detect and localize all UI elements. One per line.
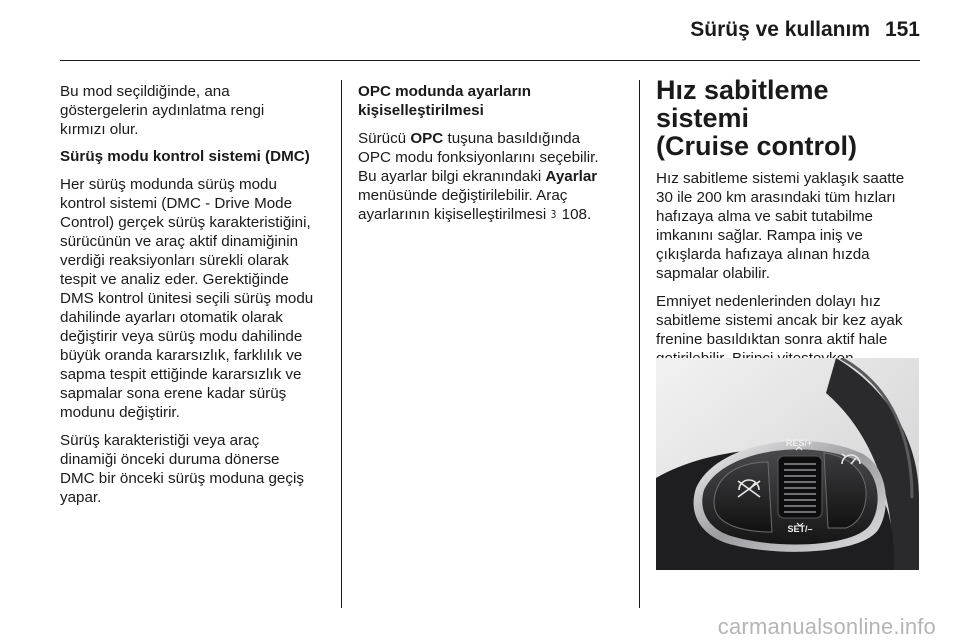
- settings-menu-name: Ayarlar: [545, 168, 598, 185]
- set-label: SET/–: [787, 524, 813, 534]
- dmc-heading: Sürüş modu kontrol sistemi (DMC): [60, 148, 310, 165]
- page-reference-arrow-icon: 3: [551, 208, 557, 221]
- column-2: [358, 82, 622, 234]
- column-1: [60, 82, 332, 516]
- dmc-paragraph-2: Sürüş karakteristiği veya araç dinamiği önceki duruma dönerse DMC bir önceki sürüş moduna geçiş yapar.: [60, 432, 304, 506]
- steering-wheel-controls-photo: [656, 358, 919, 570]
- opc-paragraph: [358, 129, 622, 225]
- section-heading: Hız sabitleme sistemi (Cruise control): [656, 75, 858, 161]
- res-label: RES/+: [785, 438, 813, 448]
- column-divider-1: [341, 80, 342, 608]
- watermark: carmanualsonline.info: [717, 614, 936, 639]
- running-header-title: Sürüş ve kullanım: [690, 18, 870, 41]
- column-3: [656, 76, 922, 396]
- opc-heading: OPC modunda ayarların kişiselleştirilmesi: [358, 83, 532, 119]
- page-number: 151: [884, 18, 920, 41]
- opc-text-1: Sürücü: [358, 130, 411, 147]
- dmc-paragraph: Her sürüş modunda sürüş modu kontrol sistemi (DMC - Drive Mode Control) gerçek sürüş karakteristiğini, sürücünün ve araç aktif dinamiğinin verdiği reaksiyonları sürekli olarak tespit ve analiz eder. Gerektiğinde DMS kontrol ünitesi seçili sürüş modu dahilinde ayarları otomatik olarak değiştirir veya sürüş modu dahilinde büyük oranda kararsızlık, farklılık ve sapma tespit ettiğinde kararsızlık ve sapmalar sona erene kadar sürüş modunu değiştirir.: [60, 176, 314, 421]
- cruise-paragraph-1: Hız sabitleme sistemi yaklaşık saatte 30 ile 200 km arasındaki tüm hızları hafızaya alma ve sabit tutabilme imkanını sağlar. Rampa iniş ve çıkışlarda hafızaya alınan hızda sapmalar olabilir.: [656, 170, 905, 282]
- column-divider-2: [639, 80, 640, 608]
- intro-paragraph: Bu mod seçildiğinde, ana göstergelerin aydınlatma rengi kırmızı olur.: [60, 83, 265, 138]
- page-reference: 108.: [557, 206, 592, 223]
- opc-key: OPC: [410, 130, 444, 147]
- opc-text-3: menüsünde değiştirilebilir. Araç ayarlarının kişiselleştirilmesi: [358, 187, 568, 223]
- cruise-paragraph-2: Emniyet nedenlerinden dolayı hız sabitleme sistemi ancak bir kez ayak frenine basıldıktan sonra aktif hale: [656, 293, 903, 348]
- header-rule: [60, 60, 920, 61]
- opc-text-2: tuşuna basıldığında OPC modu fonksiyonlarını seçebilir. Bu ayarlar bilgi ekranındaki: [358, 130, 599, 185]
